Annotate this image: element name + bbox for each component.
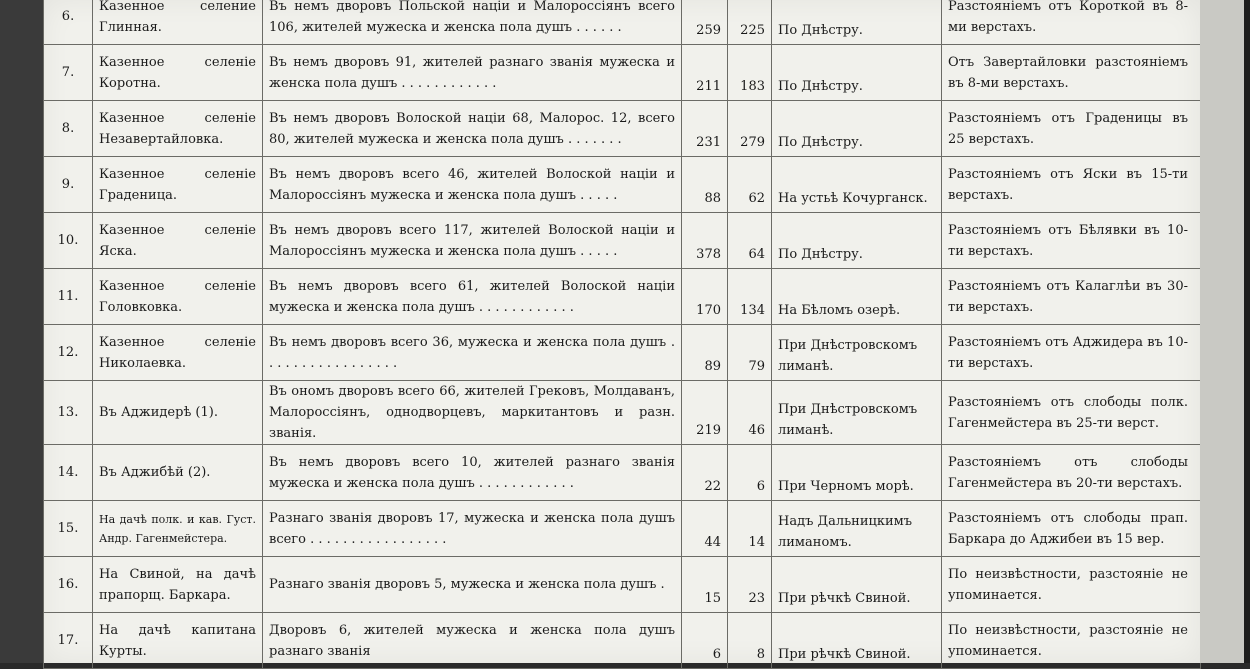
distance-note: Отъ Завертайловки разстояніемъ въ 8-ми верстахъ. [942,45,1201,101]
male-count: 219 [682,381,728,445]
distance-note: По неизвѣстности, разстояніе не упоминается. [942,613,1201,669]
row-number: 9. [44,157,93,213]
water-location: При рѣчкѣ Свиной. [772,557,942,613]
row-description: Въ немъ дворовъ всего 46, жителей Волоской націи и Малороссіянъ мужеска и женска пола душъ . . . . . [263,157,682,213]
table-row [44,613,1201,669]
female-count: 46 [728,381,772,445]
settlements-table [43,0,1201,669]
row-description: Въ немъ дворовъ всего 36, мужеска и женска пола душъ . . . . . . . . . . . . . . . . . [263,325,682,381]
left-page-margin [0,0,43,663]
male-count: 259 [682,0,728,45]
distance-note: Разстояніемъ отъ Аджидера въ 10-ти верстахъ. [942,325,1201,381]
settlement-name: Казенное селеніе Граденица. [93,157,263,213]
male-count: 15 [682,557,728,613]
water-location: При Черномъ морѣ. [772,445,942,501]
table-row [44,157,1201,213]
settlement-name: Въ Аджибѣй (2). [93,445,263,501]
row-description: Въ немъ дворовъ всего 61, жителей Волоской націи мужеска и женска пола душъ . . . . . . . . . . . . [263,269,682,325]
row-number: 13. [44,381,93,445]
water-location: Надъ Дальницкимъ лиманомъ. [772,501,942,557]
table-row [44,557,1201,613]
table-row [44,101,1201,157]
male-count: 378 [682,213,728,269]
female-count: 183 [728,45,772,101]
row-description: Въ немъ дворовъ 91, жителей разнаго званія мужеска и женска пола душъ . . . . . . . . . . . . [263,45,682,101]
row-description: Въ немъ дворовъ Волоской націи 68, Малорос. 12, всего 80, жителей мужеска и женска пола душъ . . . . . . . [263,101,682,157]
table-row [44,381,1201,445]
female-count: 6 [728,445,772,501]
female-count: 8 [728,613,772,669]
row-number: 14. [44,445,93,501]
settlement-name: Казенное селение Глинная. [93,0,263,45]
document-page [43,0,1200,663]
table-row [44,0,1201,45]
table-row [44,45,1201,101]
row-description: Въ немъ дворовъ всего 10, жителей разнаго званія мужеска и женска пола душъ . . . . . . . . . . . . [263,445,682,501]
water-location: По Днѣстру. [772,45,942,101]
row-number: 12. [44,325,93,381]
row-description: Разнаго званія дворовъ 5, мужеска и женска пола душъ . [263,557,682,613]
female-count: 62 [728,157,772,213]
female-count: 14 [728,501,772,557]
settlement-name: Казенное селеніе Головковка. [93,269,263,325]
male-count: 170 [682,269,728,325]
water-location: На устьѣ Кочурганск. [772,157,942,213]
distance-note: Разстояніемъ отъ Бѣлявки въ 10-ти верстахъ. [942,213,1201,269]
row-description: Въ немъ дворовъ Польской націи и Малороссіянъ всего 106, жителей мужеска и женска пола душъ . . . . . . [263,0,682,45]
female-count: 64 [728,213,772,269]
male-count: 89 [682,325,728,381]
row-description: Въ ономъ дворовъ всего 66, жителей Грековъ, Молдаванъ, Малороссіянъ, однодворцевъ, маркитантовъ и разн. званія. [263,381,682,445]
female-count: 79 [728,325,772,381]
male-count: 44 [682,501,728,557]
male-count: 6 [682,613,728,669]
table-row [44,501,1201,557]
right-page-margin [1200,0,1250,663]
distance-note: Разстояніемъ отъ Короткой въ 8-ми верстахъ. [942,0,1201,45]
settlement-name: Казенное селеніе Незавертайловка. [93,101,263,157]
row-number: 15. [44,501,93,557]
water-location: При рѣчкѣ Свиной. [772,613,942,669]
row-number: 16. [44,557,93,613]
male-count: 88 [682,157,728,213]
settlement-name: На дачѣ капитана Курты. [93,613,263,669]
water-location: При Днѣстровскомъ лиманѣ. [772,381,942,445]
row-number: 10. [44,213,93,269]
settlement-name: Казенное селеніе Яска. [93,213,263,269]
settlement-name: Въ Аджидерѣ (1). [93,381,263,445]
settlement-name: Казенное селеніе Николаевка. [93,325,263,381]
water-location: На Бѣломъ озерѣ. [772,269,942,325]
row-number: 8. [44,101,93,157]
scan-edge [1244,0,1250,663]
distance-note: Разстояніемъ отъ слободы полк. Гагенмейстера въ 25-ти верст. [942,381,1201,445]
distance-note: По неизвѣстности, разстояніе не упоминается. [942,557,1201,613]
distance-note: Разстояніемъ отъ слободы Гагенмейстера въ 20-ти верстахъ. [942,445,1201,501]
female-count: 134 [728,269,772,325]
row-number: 7. [44,45,93,101]
female-count: 225 [728,0,772,45]
row-description: Дворовъ 6, жителей мужеска и женска пола душъ разнаго званія [263,613,682,669]
table-row [44,445,1201,501]
row-description: Въ немъ дворовъ всего 117, жителей Волоской націи и Малороссіянъ мужеска и женска пола душъ . . . . . [263,213,682,269]
water-location: По Днѣстру. [772,0,942,45]
distance-note: Разстояніемъ отъ Калаглѣи въ 30-ти верстахъ. [942,269,1201,325]
distance-note: Разстояніемъ отъ Граденицы въ 25 верстахъ. [942,101,1201,157]
row-number: 11. [44,269,93,325]
settlement-name: На дачѣ полк. и кав. Густ. Андр. Гагенмейстера. [93,501,263,557]
table-row [44,213,1201,269]
water-location: При Днѣстровскомъ лиманѣ. [772,325,942,381]
table-row [44,325,1201,381]
male-count: 231 [682,101,728,157]
row-description: Разнаго званія дворовъ 17, мужеска и женска пола душъ всего . . . . . . . . . . . . . . . . . [263,501,682,557]
distance-note: Разстояніемъ отъ Яски въ 15-ти верстахъ. [942,157,1201,213]
male-count: 22 [682,445,728,501]
distance-note: Разстояніемъ отъ слободы прап. Баркара до Аджибеи въ 15 вер. [942,501,1201,557]
female-count: 279 [728,101,772,157]
water-location: По Днѣстру. [772,101,942,157]
male-count: 211 [682,45,728,101]
settlement-name: Казенное селеніе Коротна. [93,45,263,101]
water-location: По Днѣстру. [772,213,942,269]
female-count: 23 [728,557,772,613]
row-number: 6. [44,0,93,45]
row-number: 17. [44,613,93,669]
settlement-name: На Свиной, на дачѣ прапорщ. Баркара. [93,557,263,613]
table-row [44,269,1201,325]
